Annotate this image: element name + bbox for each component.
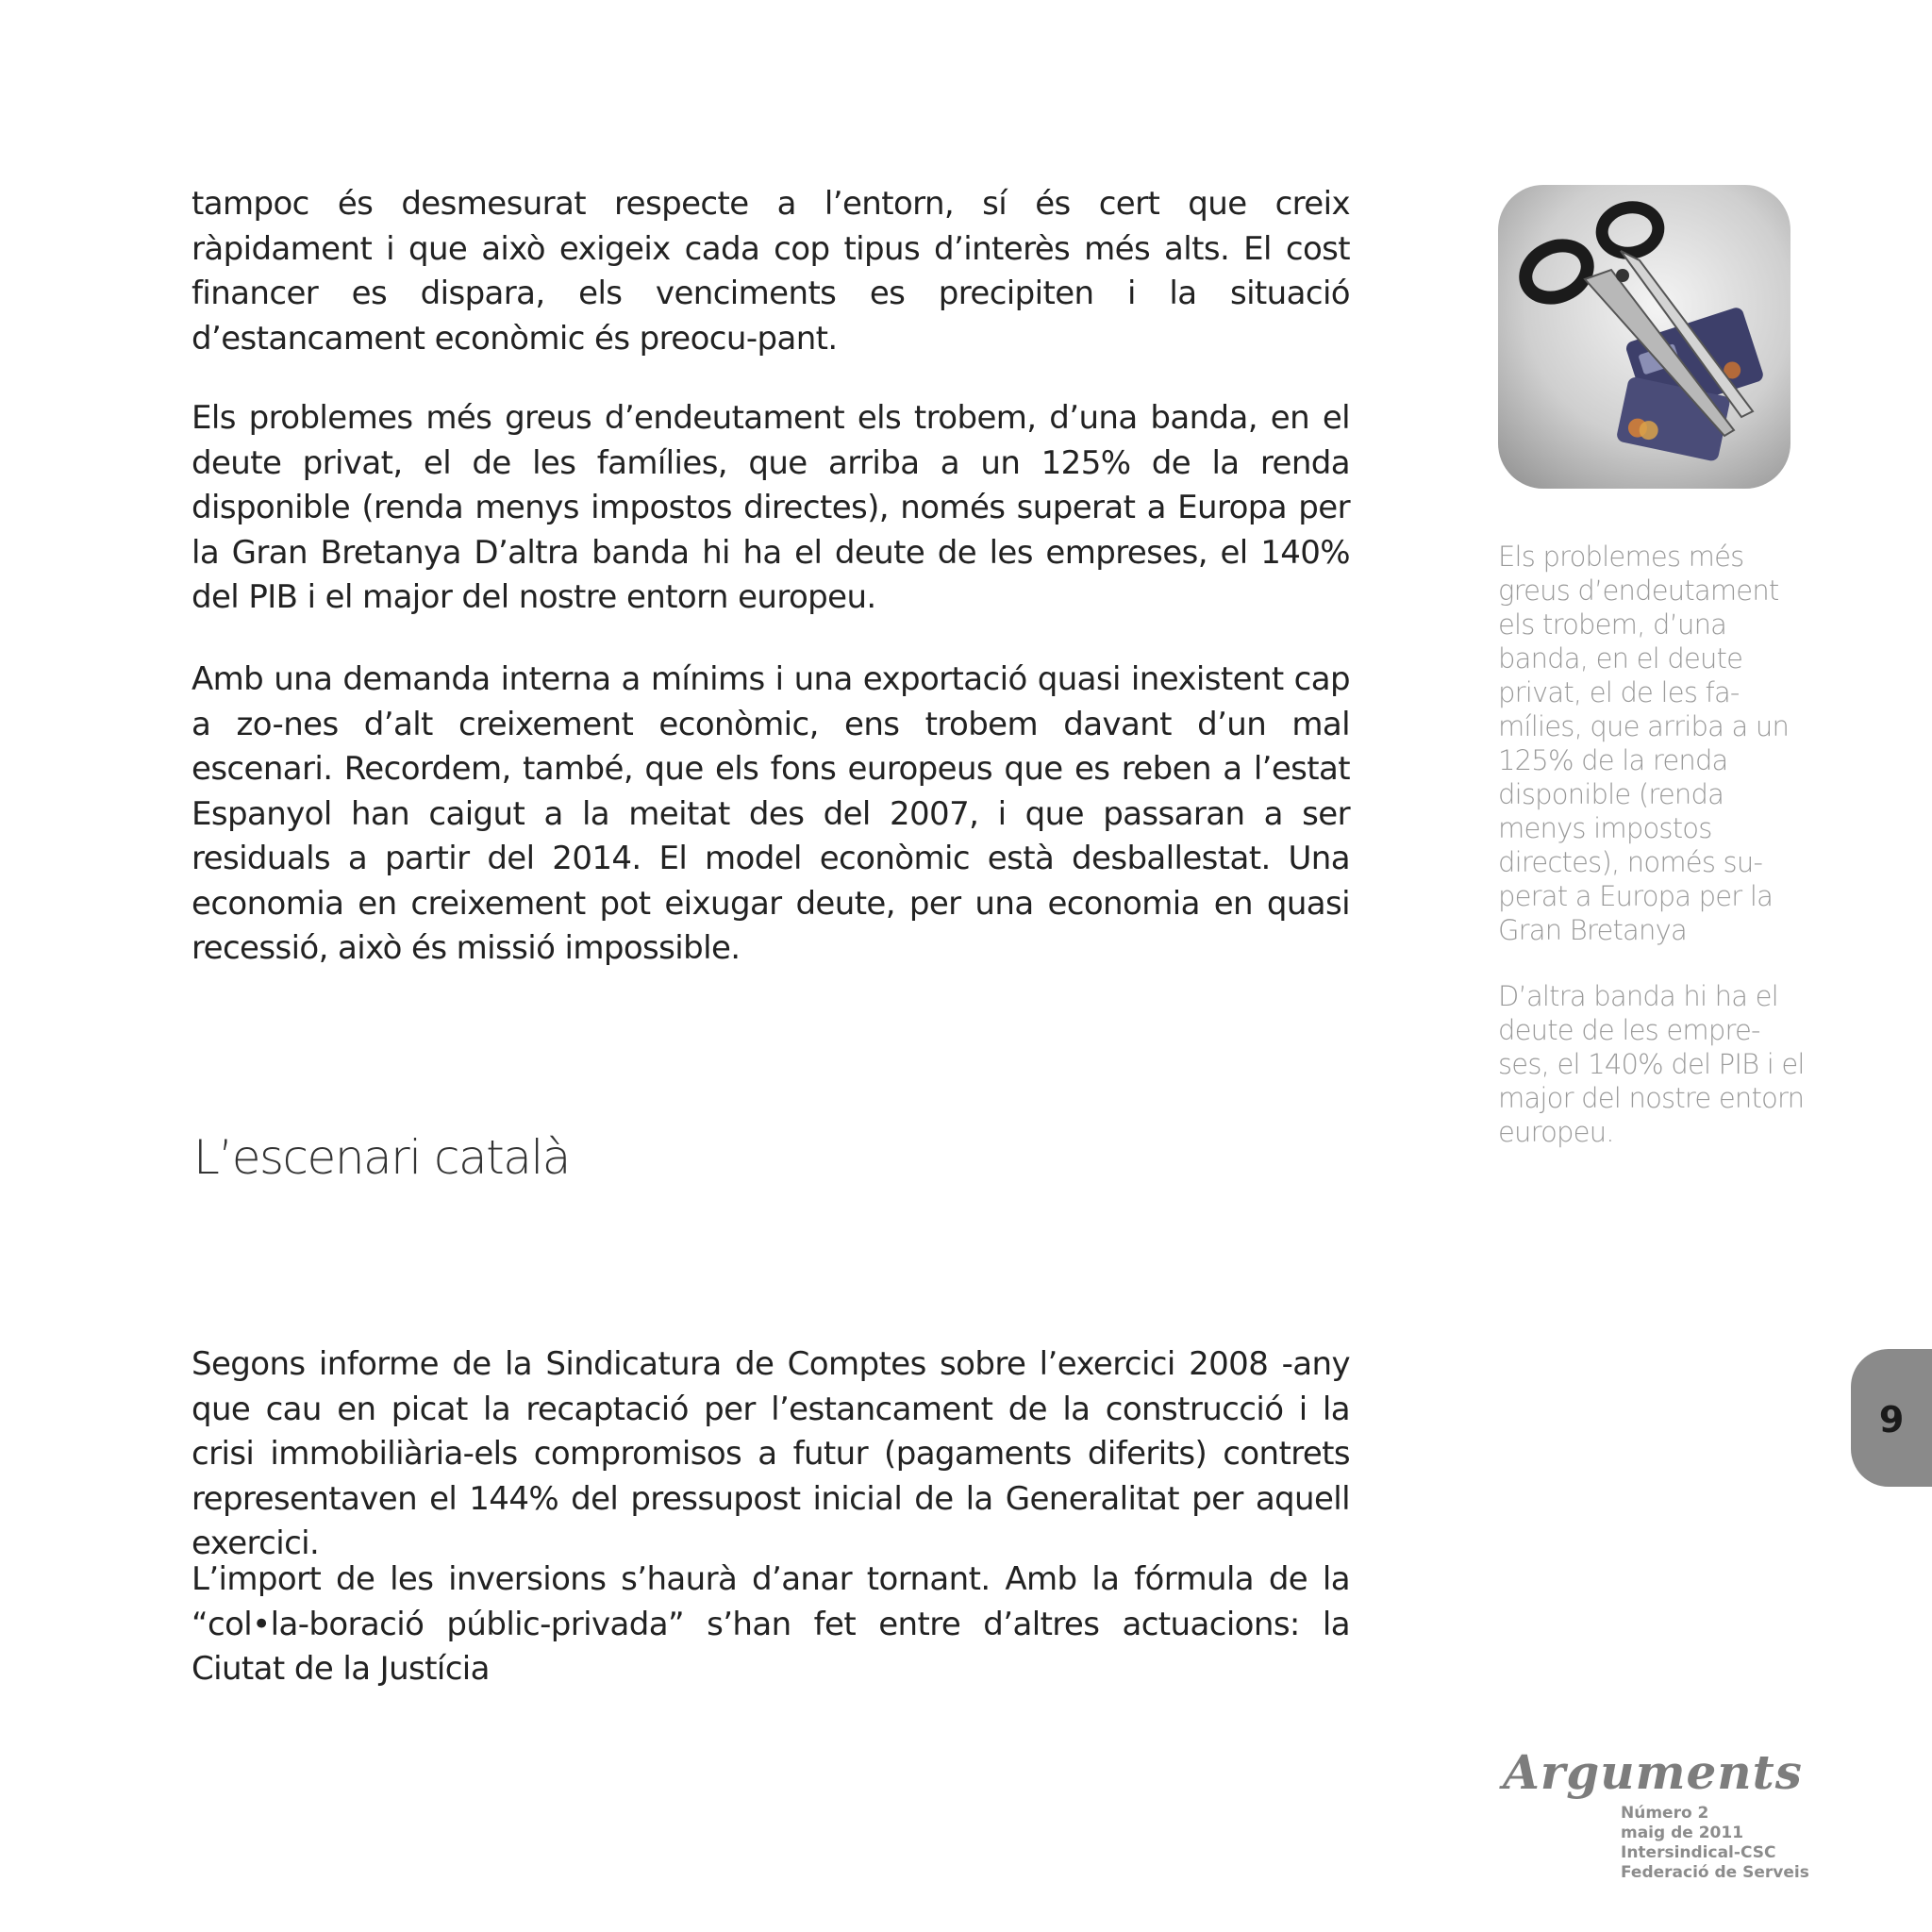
page-number: 6 [1878,1397,1905,1439]
issue-organization: Intersindical-CSC [1621,1843,1776,1862]
masthead-logo: Arguments [1503,1743,1803,1800]
issue-info [1621,1804,1828,1883]
pullquote-1: Els problemes més greus d’endeutament els trobem, d’una banda, en el deute privat, el de les fa-mílies, que arriba a un 125% de la renda disponible (renda menys impostos directes), només su-perat a Europa per la Gran Bretanya [1498,541,1790,946]
page-number-tab [1851,1349,1932,1487]
body-paragraph-3: Amb una demanda interna a mínims i una exportació quasi inexistent cap a zo-nes d’alt creixement econòmic, ens trobem davant d’un mal escenari. Recordem, també, que els fons europeus que es reben a l’estat Espanyol han caigut a la meitat des del 2007, i que passaran a ser residuals a partir del 2014. El model econòmic està desballestat. Una economia en creixement pot eixugar deute, per una economia en quasi recessió, això és missió impossible. [192,660,1350,967]
section-heading: L’escenari català [193,1130,570,1185]
body-paragraph-2: Els problemes més greus d’endeutament els trobem, d’una banda, en el deute privat, el de les famílies, que arriba a un 125% de la renda disponible (renda menys impostos directes), només superat a Europa per la Gran Bretanya D’altra banda hi ha el deute de les empreses, el 140% del PIB i el major del nostre entorn europeu. [192,399,1350,616]
scissors-icon [1498,185,1790,489]
issue-date: maig de 2011 [1621,1824,1744,1842]
body-paragraph-4: Segons informe de la Sindicatura de Comptes sobre l’exercici 2008 -any que cau en picat la recaptació per l’estancament de la construcció i la crisi immobiliària-els compromisos a futur (pagaments diferits) contrets representaven el 144% del pressupost inicial de la Generalitat per aquell exercici. [192,1345,1350,1562]
issue-federation: Federació de Serveis [1621,1863,1809,1882]
issue-number: Número 2 [1621,1804,1709,1823]
body-paragraph-1: tampoc és desmesurat respecte a l’entorn, sí és cert que creix ràpidament i que això exigeix cada cop tipus d’interès més alts. El cost financer es dispara, els venciments es precipiten i la situació d’estancament econòmic és preocu-pant. [192,185,1350,358]
pullquote-2: D’altra banda hi ha el deute de les empre-ses, el 140% del PIB i el major del nostre entorn europeu. [1498,980,1805,1148]
scissors-card-photo [1498,185,1790,489]
body-paragraph-5: L’import de les inversions s’haurà d’anar tornant. Amb la fórmula de la “col•la-boració públic-privada” s’han fet entre d’altres actuacions: la Ciutat de la Justícia [192,1560,1350,1688]
